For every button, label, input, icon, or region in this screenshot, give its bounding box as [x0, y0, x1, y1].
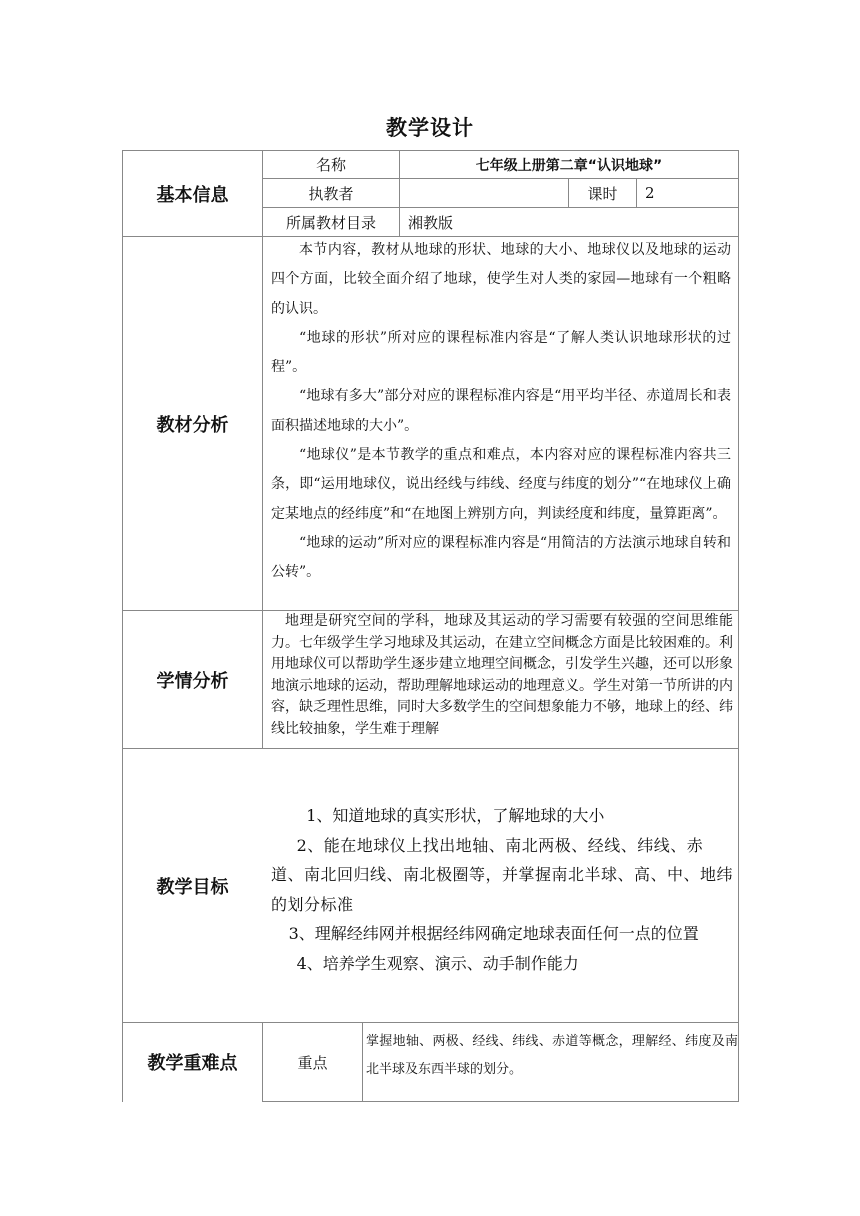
- teacher-label: 执教者: [308, 184, 354, 203]
- periods-value: 2: [645, 184, 655, 202]
- goal-item: 2、能在地球仪上找出地轴、南北两极、经线、纬线、赤道、南北回归线、南北极圈等，并掌握南北半球、高、中、地纬的划分标准: [271, 835, 734, 914]
- student-analysis-content: [271, 611, 733, 740]
- material-paragraph: “地球仪”是本节教学的重点和难点，本内容对应的课程标准内容共三条，即“运用地球仪，说出经线与纬线、经度与纬度的划分”“在地球仪上确定某地点的经纬度”和“在地图上辨别方向，判读经度和纬度，量算距离”。: [271, 447, 731, 522]
- student-analysis-text: 地理是研究空间的学科，地球及其运动的学习需要有较强的空间思维能力。七年级学生学习地球及其运动，在建立空间概念方面是比较困难的。利用地球仪可以帮助学生逐步建立地理空间概念，引发学生兴趣，还可以形象地演示地球的运动，帮助理解地球运动的地理意义。学生对第一节所讲的内容，缺乏理性思维，同时大多数学生的空间想象能力不够，地球上的经、纬线比较抽象，学生难于理解: [271, 613, 733, 737]
- teaching-goals-list: [271, 801, 733, 978]
- goal-item: 1、知道地球的真实形状，了解地球的大小: [306, 806, 605, 825]
- periods-label: 课时: [587, 184, 618, 203]
- basic-info-label: 基本信息: [156, 184, 229, 206]
- material-analysis-content: [271, 236, 731, 588]
- textbook-label: 所属教材目录: [285, 213, 376, 232]
- name-label: 名称: [315, 156, 346, 174]
- teacher-value: [400, 179, 568, 207]
- goal-item: 4、培养学生观察、演示、动手制作能力: [296, 953, 579, 973]
- focus-content: [366, 1028, 738, 1084]
- teaching-goals-label: 教学目标: [156, 876, 229, 898]
- goal-item: 3、理解经纬网并根据经纬网确定地球表面任何一点的位置: [288, 924, 699, 943]
- name-value: 七年级上册第二章“认识地球”: [475, 157, 663, 174]
- textbook-value: 湘教版: [408, 213, 454, 232]
- material-paragraph: “地球的形状”所对应的课程标准内容是“了解人类认识地球形状的过程”。: [271, 329, 731, 376]
- document-title: 教学设计: [386, 116, 474, 140]
- student-analysis-label: 学情分析: [156, 670, 229, 692]
- key-points-label: 教学重难点: [147, 1053, 238, 1074]
- material-analysis-label: 教材分析: [156, 414, 229, 436]
- focus-label: 重点: [297, 1053, 328, 1072]
- focus-text: 掌握地轴、两极、经线、纬线、赤道等概念，理解经、纬度及南北半球及东西半球的划分。: [366, 1034, 738, 1077]
- material-paragraph: “地球有多大”部分对应的课程标准内容是“用平均半径、赤道周长和表面积描述地球的大小”。: [271, 388, 731, 434]
- material-paragraph: 本节内容，教材从地球的形状、地球的大小、地球仪以及地球的运动四个方面，比较全面介绍了地球，使学生对人类的家园—地球有一个粗略的认识。: [271, 242, 731, 317]
- material-paragraph: “地球的运动”所对应的课程标准内容是“用简洁的方法演示地球自转和公转”。: [271, 534, 731, 581]
